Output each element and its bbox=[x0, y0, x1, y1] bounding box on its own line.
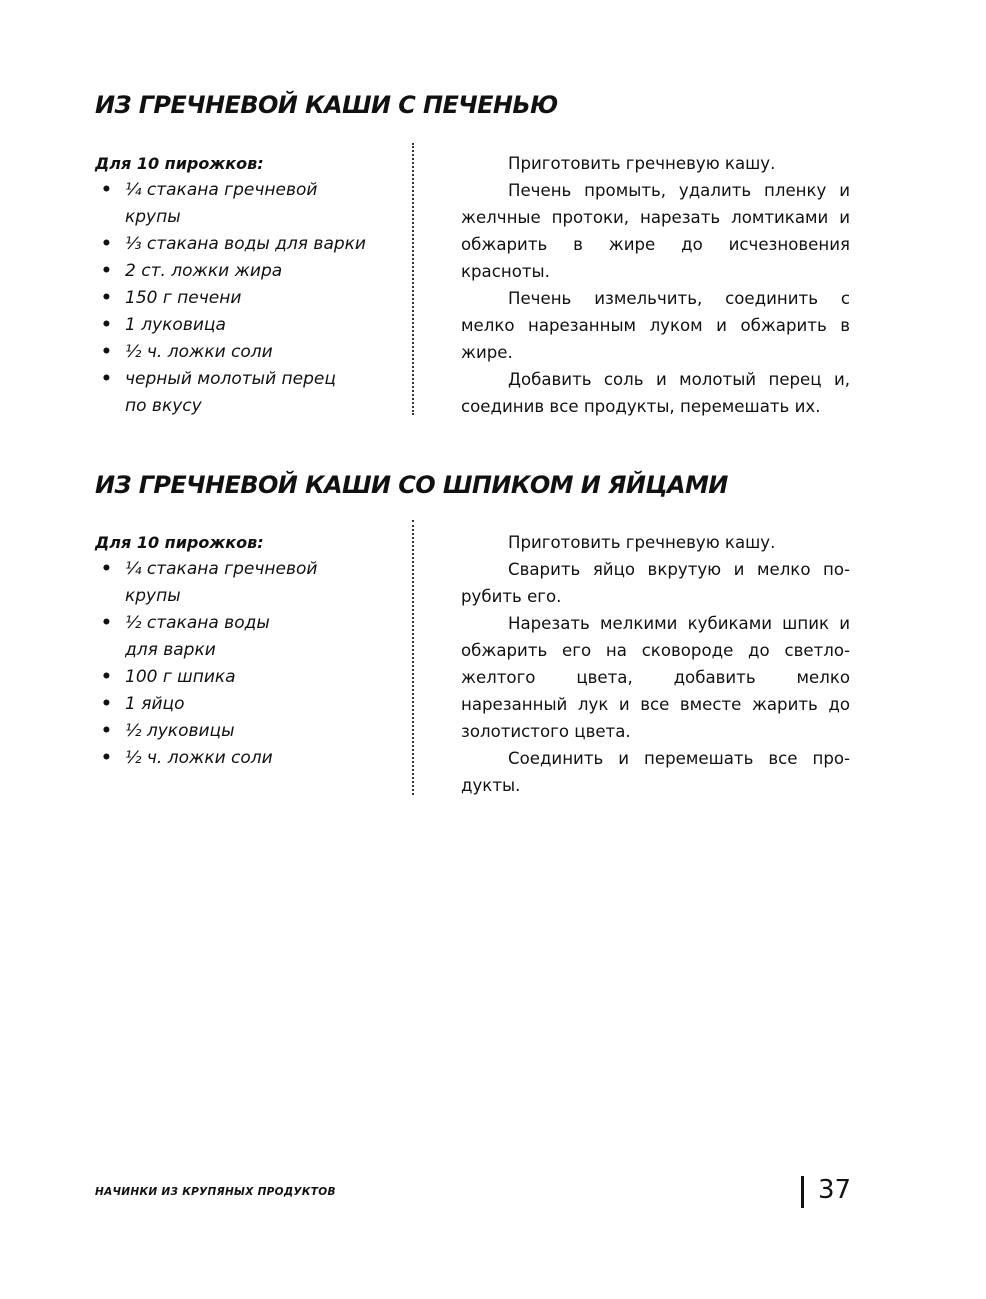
ingredient-item: • черный молотый перец по вкусу bbox=[95, 366, 395, 420]
recipe-title: ИЗ ГРЕЧНЕВОЙ КАШИ СО ШПИКОМ И ЯЙЦАМИ bbox=[95, 471, 728, 499]
method-step: Печень измельчить, соединить с мелко нарезанным луком и обжарить в жире. bbox=[461, 289, 850, 362]
page-number: 37 bbox=[818, 1175, 852, 1205]
method-step: Добавить соль и молотый перец и, соединив все продукты, перемешать их. bbox=[461, 370, 850, 416]
ingredients-header: Для 10 пирожков: bbox=[95, 533, 264, 552]
running-footer: НАЧИНКИ ИЗ КРУПЯНЫХ ПРОДУКТОВ bbox=[95, 1186, 336, 1198]
ingredient-item: • ⅓ стакана воды для варки bbox=[95, 231, 395, 258]
method-step: Нарезать мелкими кубиками шпик и обжарить его на сковороде до светло-желтого цвета, добавить мелко нарезанный лук и все вместе жарить до золотистого цвета. bbox=[461, 614, 850, 741]
ingredient-item: • 1 луковица bbox=[95, 312, 395, 339]
ingredient-item: • 1 яйцо bbox=[95, 691, 395, 718]
ingredient-item: • ¼ стакана гречневой крупы bbox=[95, 556, 395, 610]
ingredient-item: • ½ ч. ложки соли bbox=[95, 339, 395, 366]
column-divider bbox=[412, 143, 414, 415]
column-divider bbox=[412, 520, 414, 795]
ingredient-item: • ¼ стакана гречневой крупы bbox=[95, 177, 395, 231]
ingredient-item: • ½ ч. ложки соли bbox=[95, 745, 395, 772]
page-number-bar bbox=[801, 1176, 804, 1208]
method-step: Печень промыть, удалить пленку и желчные протоки, нарезать ломтиками и обжарить в жире до исчезновения красноты. bbox=[461, 181, 850, 281]
method-step: Приготовить гречневую кашу. bbox=[508, 154, 776, 173]
method-text bbox=[461, 150, 850, 420]
ingredients-block bbox=[95, 529, 395, 772]
ingredients-block bbox=[95, 150, 395, 420]
ingredients-list bbox=[95, 177, 395, 420]
ingredient-item: • ½ стакана воды для варки bbox=[95, 610, 395, 664]
recipe-title: ИЗ ГРЕЧНЕВОЙ КАШИ С ПЕЧЕНЬЮ bbox=[95, 91, 558, 119]
method-text bbox=[461, 529, 850, 799]
ingredient-item: • 100 г шпика bbox=[95, 664, 395, 691]
method-step: Сварить яйцо вкрутую и мелко порубить его. bbox=[461, 560, 850, 606]
ingredients-list bbox=[95, 556, 395, 772]
ingredients-header: Для 10 пирожков: bbox=[95, 154, 264, 173]
ingredient-item: • ½ луковицы bbox=[95, 718, 395, 745]
ingredient-item: • 2 ст. ложки жира bbox=[95, 258, 395, 285]
ingredient-item: • 150 г печени bbox=[95, 285, 395, 312]
method-step: Приготовить гречневую кашу. bbox=[508, 533, 776, 552]
method-step: Соединить и перемешать все продукты. bbox=[461, 749, 850, 795]
